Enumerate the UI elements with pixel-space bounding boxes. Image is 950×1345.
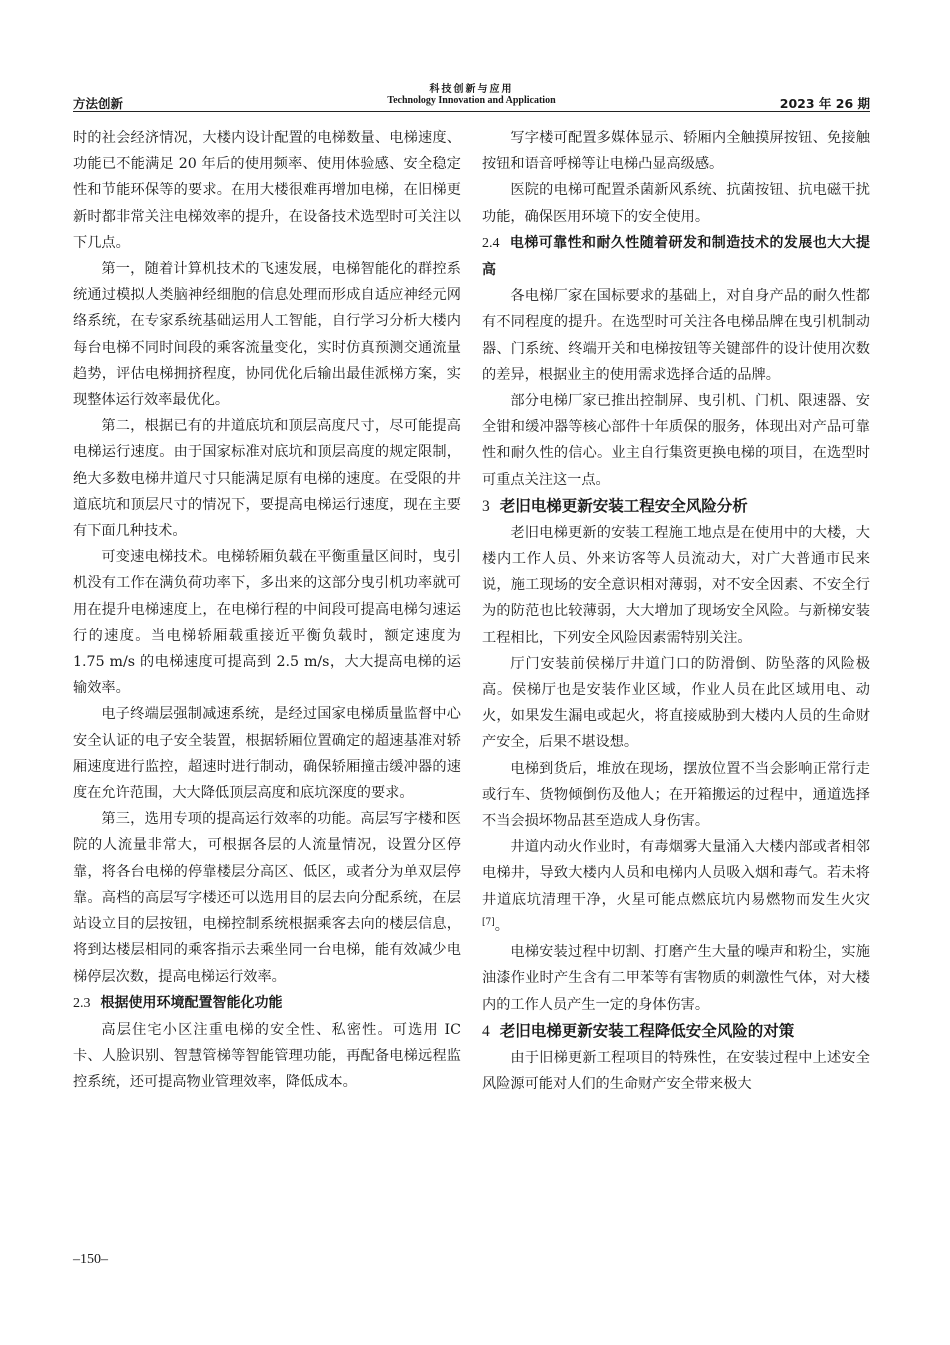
paragraph: 电梯到货后，堆放在现场，摆放位置不当会影响正常行走或行车、货物倾倒伤及他人；在开箱搬运的过程中，通道选择不当会损坏物品甚至造成人身伤害。	[482, 760, 870, 830]
paragraph: 老旧电梯更新的安装工程施工地点是在使用中的大楼，大楼内工作人员、外来访客等人员流动大，对广大普通市民来说，施工现场的安全意识相对薄弱，对不安全因素、不安全行为的防范也比较薄弱，大大增加了现场安全风险。与新梯安装工程相比，下列安全风险因素需特别关注。	[482, 524, 870, 646]
paragraph: 时的社会经济情况，大楼内设计配置的电梯数量、电梯速度、功能已不能满足 20 年后的使用频率、使用体验感、安全稳定性和节能环保等的要求。在用大楼很难再增加电梯，在旧梯更新时都非常关注电梯效率的提升，在设备技术选型时可关注以下几点。	[73, 130, 461, 251]
paragraph: 厅门安装前侯梯厅井道门口的防滑倒、防坠落的风险极高。侯梯厅也是安装作业区域，作业人员在此区域用电、动火，如果发生漏电或起火，将直接威胁到大楼内人员的生命财产安全，后果不堪设想。	[482, 655, 870, 751]
issue-label: 2023 年 26 期	[779, 96, 870, 111]
heading-text: 根据使用环境配置智能化功能	[100, 994, 283, 1011]
page-header	[73, 78, 870, 112]
paragraph-end: 。	[494, 917, 509, 934]
heading-number: 2.4	[482, 235, 500, 251]
left-column	[73, 125, 461, 1096]
paragraph: 第一，随着计算机技术的飞速发展，电梯智能化的群控系统通过模拟人类脑神经细胞的信息处理而形成自适应神经元网络系统，在专家系统基础运用人工智能，自行学习分析大楼内每台电梯不同时间段的乘客流量变化，实时仿真预测交通流量趋势，评估电梯拥挤程度，协同优化后输出最佳派梯方案，实现整体运行效率最优化。	[73, 261, 461, 409]
paragraph: 由于旧梯更新工程项目的特殊性，在安装过程中上述安全风险源可能对人们的生命财产安全带来极大	[482, 1049, 870, 1092]
paragraph: 各电梯厂家在国标要求的基础上，对自身产品的耐久性都有不同程度的提升。在选型时可关注各电梯品牌在曳引机制动器、门系统、终端开关和电梯按钮等关键部件的设计使用次数的差异，根据业主的使用需求选择合适的品牌。	[482, 288, 870, 383]
paragraph: 部分电梯厂家已推出控制屏、曳引机、门机、限速器、安全钳和缓冲器等核心部件十年质保的服务，体现出对产品可靠性和耐久性的信心。业主自行集资更换电梯的项目，在选型时可重点关注这一点。	[482, 393, 870, 488]
paragraph: 高层住宅小区注重电梯的安全性、私密性。可选用 IC 卡、人脸识别、智慧管梯等智能管理功能，再配备电梯远程监控系统，还可提高物业管理效率，降低成本。	[73, 1021, 461, 1091]
paragraph: 电子终端层强制减速系统，是经过国家电梯质量监督中心安全认证的电子安全装置，根据轿厢位置确定的超速基准对轿厢速度进行监控，超速时进行制动，确保轿厢撞击缓冲器的速度在允许范围，大大降低顶层高度和底坑深度的要求。	[73, 706, 461, 802]
subsection-heading-2-3	[73, 990, 461, 1017]
paragraph	[482, 834, 870, 939]
subsection-heading-2-4	[482, 230, 870, 283]
heading-text: 老旧电梯更新安装工程安全风险分析	[499, 496, 748, 515]
section-label: 方法创新	[73, 96, 124, 111]
citation-ref: [7]	[482, 917, 495, 928]
journal-title-cn: 科技创新与应用	[429, 84, 514, 95]
section-heading-3	[482, 493, 870, 520]
paragraph: 写字楼可配置多媒体显示、轿厢内全触摸屏按钮、免接触按钮和语音呼梯等让电梯凸显高级感。	[482, 130, 870, 173]
paragraph-text: 井道内动火作业时，有毒烟雾大量涌入大楼内部或者相邻电梯井，导致大楼内人员和电梯内人员吸入烟和毒气。若未将井道底坑清理干净，火星可能点燃底坑内易燃物而发生火灾	[482, 839, 870, 908]
heading-text: 电梯可靠性和耐久性随着研发和制造技术的发展也大大提高	[482, 234, 870, 279]
paragraph: 医院的电梯可配置杀菌新风系统、抗菌按钮、抗电磁干扰功能，确保医用环境下的安全使用。	[482, 182, 870, 225]
paragraph: 可变速电梯技术。电梯轿厢负载在平衡重量区间时，曳引机没有工作在满负荷功率下，多出来的这部分曳引机功率就可用在提升电梯速度上，在电梯行程的中间段可提高电梯匀速运行的速度。当电梯轿厢载重接近平衡负载时，额定速度为 1.75 m/s 的电梯速度可提高到 2.5 m/s，大大提高电梯的运输效率。	[73, 549, 461, 697]
paragraph: 第三，选用专项的提高运行效率的功能。高层写字楼和医院的人流量非常大，可根据各层的人流量情况，设置分区停靠，将各台电梯的停靠楼层分高区、低区，或者分为单双层停靠。高档的高层写字楼还可以选用目的层去向分配系统，在层站设立目的层按钮，电梯控制系统根据乘客去向的楼层信息，将到达楼层相同的乘客指示去乘坐同一台电梯，能有效减少电梯停层次数，提高电梯运行效率。	[73, 811, 461, 985]
heading-text: 老旧电梯更新安装工程降低安全风险的对策	[499, 1021, 795, 1040]
page-number: –150–	[73, 1252, 108, 1267]
heading-number: 4	[482, 1022, 490, 1040]
paragraph: 第二，根据已有的井道底坑和顶层高度尺寸，尽可能提高电梯运行速度。由于国家标准对底坑和顶层高度的规定限制，绝大多数电梯井道尺寸只能满足原有电梯的速度。在受限的井道底坑和顶层尺寸的情况下，要提高电梯运行速度，现在主要有下面几种技术。	[73, 418, 461, 540]
section-heading-4	[482, 1018, 870, 1045]
right-column	[482, 125, 870, 1097]
heading-number: 3	[482, 497, 490, 515]
paragraph: 电梯安装过程中切割、打磨产生大量的噪声和粉尘，实施油漆作业时产生含有二甲苯等有害物质的刺激性气体，对大楼内的工作人员产生一定的身体伤害。	[482, 944, 870, 1013]
journal-title-en: Technology Innovation and Application	[387, 95, 556, 106]
header-rule	[73, 111, 870, 112]
heading-number: 2.3	[73, 995, 91, 1011]
